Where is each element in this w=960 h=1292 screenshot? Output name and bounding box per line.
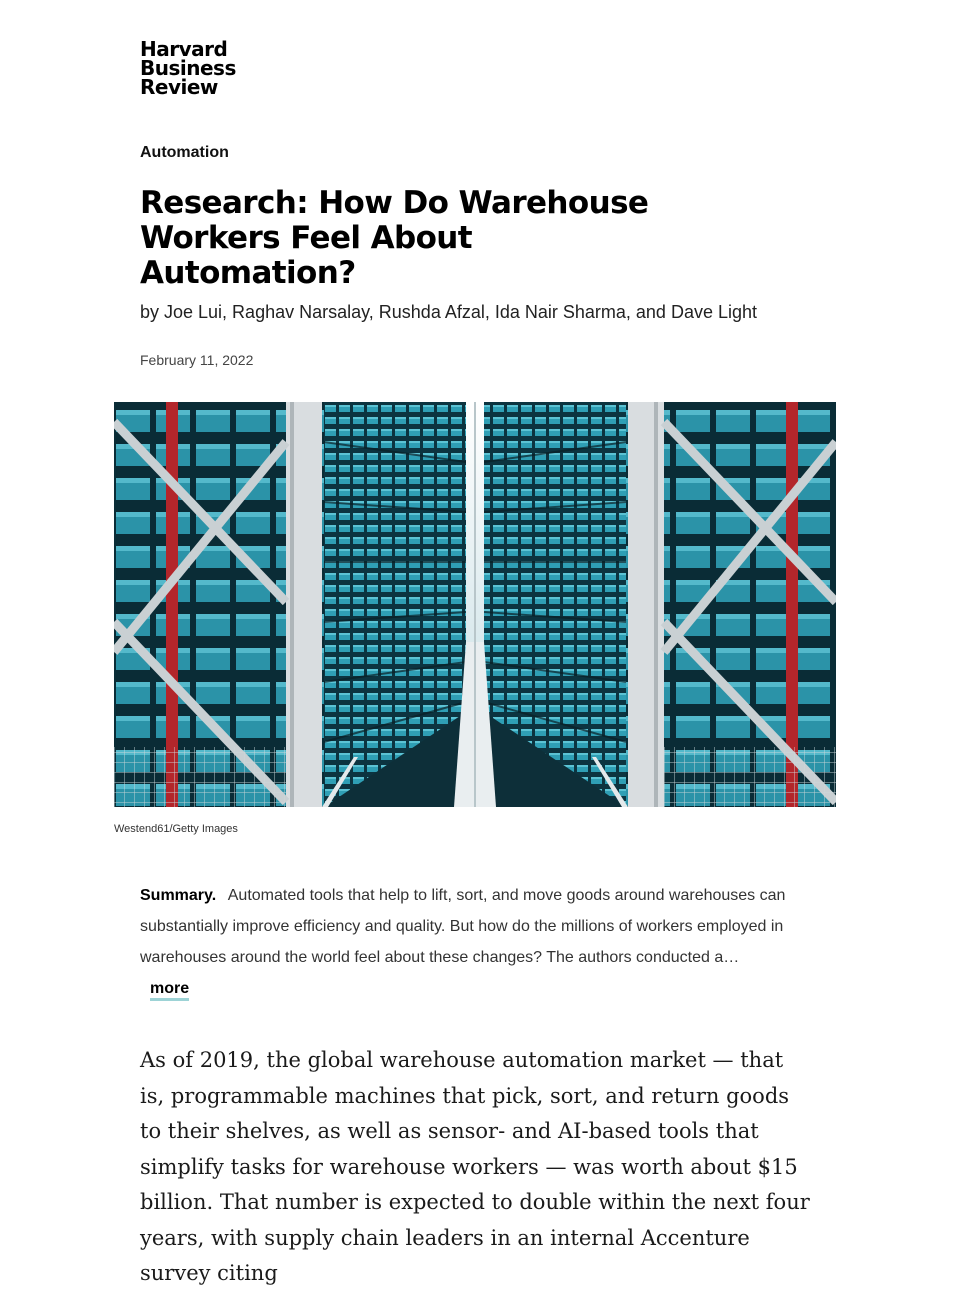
body-paragraph: As of 2019, the global warehouse automation market — that is, programmable machines that pick, sort, and return goods to their shelves, as well as sensor- and AI-based tools that simplify tasks for warehouse workers — was worth about $15 billion. That number is expected to double within the next four years, with supply chain leaders in an internal Accenture survey citing xyxy=(140,1048,810,1285)
article-title: Research: How Do Warehouse Workers Feel About Automation? xyxy=(140,185,649,291)
logo-line-harvard: Harvard xyxy=(140,37,228,61)
logo-line-business: Business xyxy=(140,56,236,80)
image-credit: Westend61/Getty Images xyxy=(114,823,238,835)
article-date: February 11, 2022 xyxy=(140,352,254,368)
hbr-logo[interactable] xyxy=(140,37,236,99)
summary-text: Automated tools that help to lift, sort, and move goods around warehouses can substantially improve efficiency and quality. But how do the millions of workers employed in warehouses around the world feel about these changes? The authors conducted a… xyxy=(140,887,786,966)
logo-line-review: Review xyxy=(140,75,218,99)
summary-label: Summary. xyxy=(140,887,217,904)
hero-image xyxy=(114,402,836,807)
article-summary xyxy=(140,880,790,1004)
article-byline: by Joe Lui, Raghav Narsalay, Rushda Afzal, Ida Nair Sharma, and Dave Light xyxy=(140,302,758,322)
summary-more-link[interactable]: more xyxy=(150,980,189,1001)
topic-link[interactable]: Automation xyxy=(140,144,229,161)
